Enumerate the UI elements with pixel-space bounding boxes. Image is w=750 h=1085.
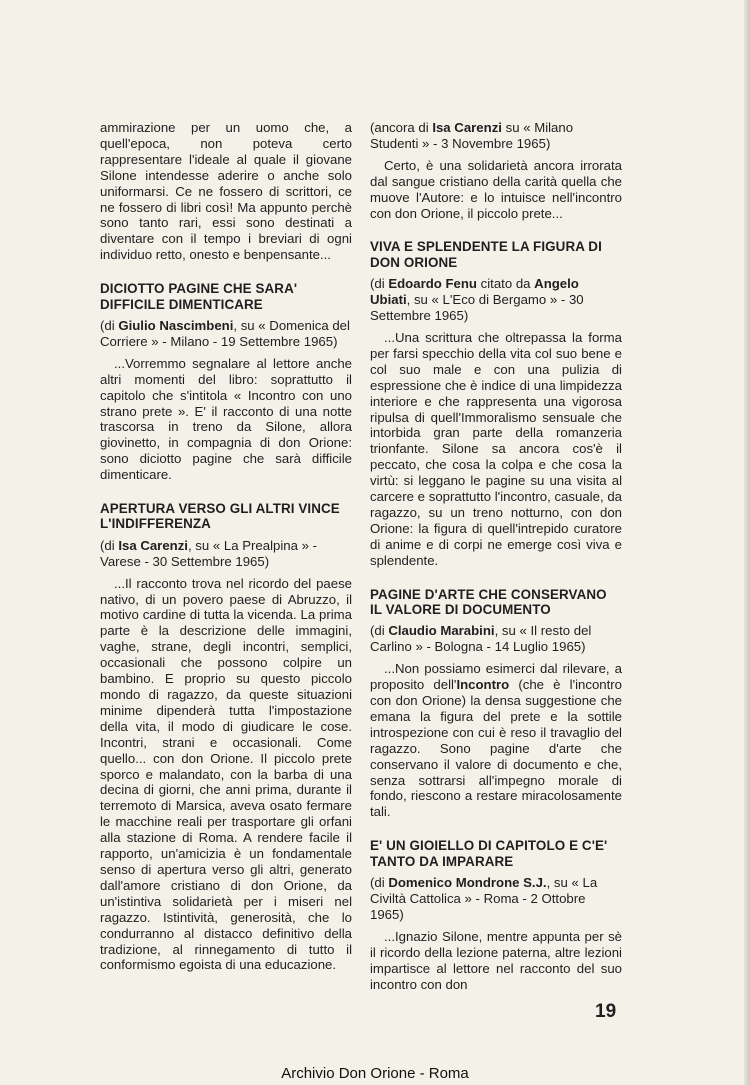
article-title: E' UN GIOIELLO DI CAPITOLO E C'E' TANTO DA IMPARARE	[370, 838, 608, 869]
article-diciotto-pagine	[100, 281, 352, 483]
article-author: Claudio Marabini	[388, 623, 495, 639]
article-source: (ancora di Isa Carenzi su « Milano Studenti » - 3 Novembre 1965)	[370, 120, 574, 151]
article-body: Certo, è una solidarietà ancora irrorata dal sangue cristiano della carità quella che muove l'Autore: e lo intuisce nell'incontro con don Orione, il piccolo prete...	[370, 157, 622, 221]
article-body: ...Ignazio Silone, mentre appunta per sè il ricordo della lezione paterna, altre lezioni impartisce al lettore nel racconto del suo incontro con don	[370, 928, 622, 992]
article-author-cited: Angelo Ubiati	[370, 276, 579, 308]
archive-footer: Archivio Don Orione - Roma	[281, 1065, 469, 1082]
article-viva-splendente	[370, 239, 622, 568]
article-author: Edoardo Fenu	[388, 276, 477, 292]
article-title: PAGINE D'ARTE CHE CONSERVANO IL VALORE DI DOCUMENTO	[370, 586, 607, 617]
article-continued	[370, 120, 622, 221]
right-column	[370, 120, 622, 992]
page-edge	[744, 0, 750, 1085]
article-source: (di Isa Carenzi, su « La Prealpina » - Varese - 30 Settembre 1965)	[100, 537, 317, 569]
article-source: (di Giulio Nascimbeni, su « Domenica del Corriere » - Milano - 19 Settembre 1965)	[100, 317, 350, 349]
intro-paragraph: ammirazione per un uomo che, a quell'epoca, non poteva certo rappresentare l'ideale al quale il giovane Silone intendesse aderire o anche solo uniformarsi. Ce ne fossero di scrittori, ce ne fossero di libri così! Ma appunto perchè sono tanto rari, essi sono destinati a diventare con il tempo i breviari di ogni individuo retto, onesto e benpensante...	[100, 120, 352, 263]
article-body: ...Non possiamo esimerci dal rilevare, a proposito dell'Incontro (che è l'incontro con don Orione) la densa suggestione che emana la figura del prete e la sottile introspezione con cui è reso il travaglio del ragazzo. Sono pagine d'arte che conservano il valore di documento e che, senza sottrarsi all'impegno morale di fondo, riescono a restare miracolosamente tali.	[370, 661, 622, 820]
article-apertura	[100, 501, 352, 973]
article-gioiello	[370, 838, 622, 992]
article-body: ...Vorremmo segnalare al lettore anche altri momenti del libro: soprattutto il capitolo che s'intitola « Incontro con uno strano prete ». E' il racconto di una notte trascorsa in treno da Silone, allora giovinetto, in compagnia di don Orione: sono diciotto pagine che sarà difficile dimenticare.	[100, 355, 352, 483]
article-source: (di Claudio Marabini, su « Il resto del Carlino » - Bologna - 14 Luglio 1965)	[370, 623, 592, 655]
article-author: Isa Carenzi	[118, 537, 188, 553]
article-source: (di Domenico Mondrone S.J., su « La Civiltà Cattolica » - Roma - 2 Ottobre 1965)	[370, 875, 598, 922]
page-number: 19	[595, 1001, 617, 1022]
article-title: VIVA E SPLENDENTE LA FIGURA DI DON ORIONE	[370, 239, 602, 270]
article-author: Isa Carenzi	[432, 120, 502, 135]
article-author: Domenico Mondrone S.J.	[388, 875, 547, 891]
left-column	[100, 120, 352, 973]
article-pagine-arte	[370, 587, 622, 821]
article-body: ...Una scrittura che oltrepassa la forma per farsi specchio della vita col suo bene e col suo male e con una pulizia di espressione che è indice di una limpidezza interiore e che rappresenta una vigorosa ripulsa di quell'Immoralismo sensuale che intorbida gran parte della romanzeria trionfante. Silone sa ancora cos'è il peccato, che cosa la colpa e che cosa la virtù: si leggano le pagine su una visita al carcere e soprattutto l'incontro, casuale, da ragazzo, su un treno notturno, con don Orione: la figura di quell'intrepido curatore di anime e di corpi ne emerge così viva e splendente.	[370, 329, 622, 568]
article-title: DICIOTTO PAGINE CHE SARA' DIFFICILE DIMENTICARE	[100, 281, 298, 312]
article-body: ...Il racconto trova nel ricordo del paese nativo, di un povero paese di Abruzzo, il motivo cardine di tutta la vicenda. La prima parte è la descrizione delle immagini, vaghe, strane, degli incontri, semplici, occasionali che possono colpire un bambino. E proprio su questo piccolo mondo di ragazzo, da queste situazioni minime dipenderà tutta l'impostazione della vita, il modo di giudicare le cose. Incontri, strani e occasionali. Come quello... con don Orione. Il piccolo prete sporco e malandato, con la barba di una decina di giorni, che anni prima, durante il terremoto di Marsica, aveva osato fermare le macchine reali per trasportare gli orfani alla stazione di Roma. A rendere facile il rapporto, un'amicizia è un fondamentale senso di apertura verso gli altri, generato dall'amore cristiano di don Orione, da un'istintiva solidarietà per i miseri nel ragazzo. Istintività, generosità, che lo condurranno al distacco definitivo della tradizione, al rinnegamento di tutto il conformismo egoista di una educazione.	[100, 575, 352, 973]
article-source: (di Edoardo Fenu citato da Angelo Ubiati, su « L'Eco di Bergamo » - 30 Settembre 1965)	[370, 276, 584, 324]
article-author: Giulio Nascimbeni	[118, 317, 234, 333]
article-title: APERTURA VERSO GLI ALTRI VINCE L'INDIFFERENZA	[100, 501, 340, 532]
